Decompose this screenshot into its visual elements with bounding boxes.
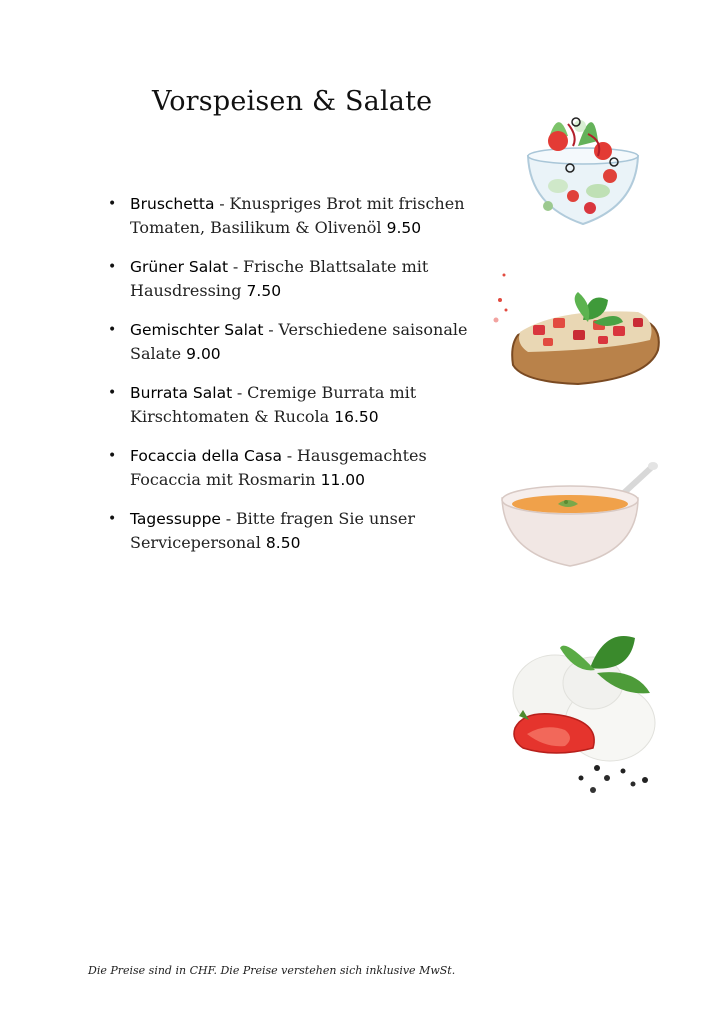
item-price: 11.00 (320, 471, 365, 489)
soup-bowl-illustration (498, 458, 663, 573)
price-footnote: Die Preise sind in CHF. Die Preise verstehen sich inklusive MwSt. (88, 964, 456, 977)
item-separator: - (232, 384, 248, 402)
item-name: Burrata Salat (130, 384, 233, 402)
item-separator: - (214, 195, 230, 213)
item-description: Verschiedene saisonale Salate (130, 320, 468, 363)
item-separator: - (281, 447, 297, 465)
salad-bowl-illustration (518, 96, 648, 231)
item-name: Grüner Salat (130, 258, 229, 276)
menu-item (108, 381, 478, 429)
menu-list (108, 192, 478, 570)
item-price: 9.50 (386, 219, 422, 237)
item-description: Frische Blattsalate mit Hausdressing (130, 257, 429, 300)
mozzarella-tomato-illustration (505, 628, 665, 803)
item-name: Focaccia della Casa (130, 447, 282, 465)
item-description: Bitte fragen Sie unser Servicepersonal (130, 509, 415, 552)
item-price: 8.50 (265, 534, 301, 552)
item-name: Gemischter Salat (130, 321, 264, 339)
item-price: 9.00 (186, 345, 221, 363)
menu-item (108, 255, 478, 303)
item-description: Hausgemachtes Focaccia mit Rosmarin (130, 446, 427, 489)
item-name: Bruschetta (130, 195, 215, 213)
item-separator: - (220, 510, 236, 528)
item-price: 7.50 (246, 282, 282, 300)
menu-item (108, 507, 478, 555)
item-price: 16.50 (334, 408, 379, 426)
item-description: Knuspriges Brot mit frischen Tomaten, Basilikum & Olivenöl (130, 194, 465, 237)
item-separator: - (263, 321, 279, 339)
page-title: Vorspeisen & Salate (152, 86, 433, 117)
menu-item (108, 444, 478, 492)
menu-item (108, 192, 478, 240)
bruschetta-illustration (488, 270, 668, 395)
item-description: Cremige Burrata mit Kirschtomaten & Rucola (130, 383, 417, 426)
item-name: Tagessuppe (130, 510, 221, 528)
item-separator: - (228, 258, 244, 276)
menu-item (108, 318, 478, 366)
